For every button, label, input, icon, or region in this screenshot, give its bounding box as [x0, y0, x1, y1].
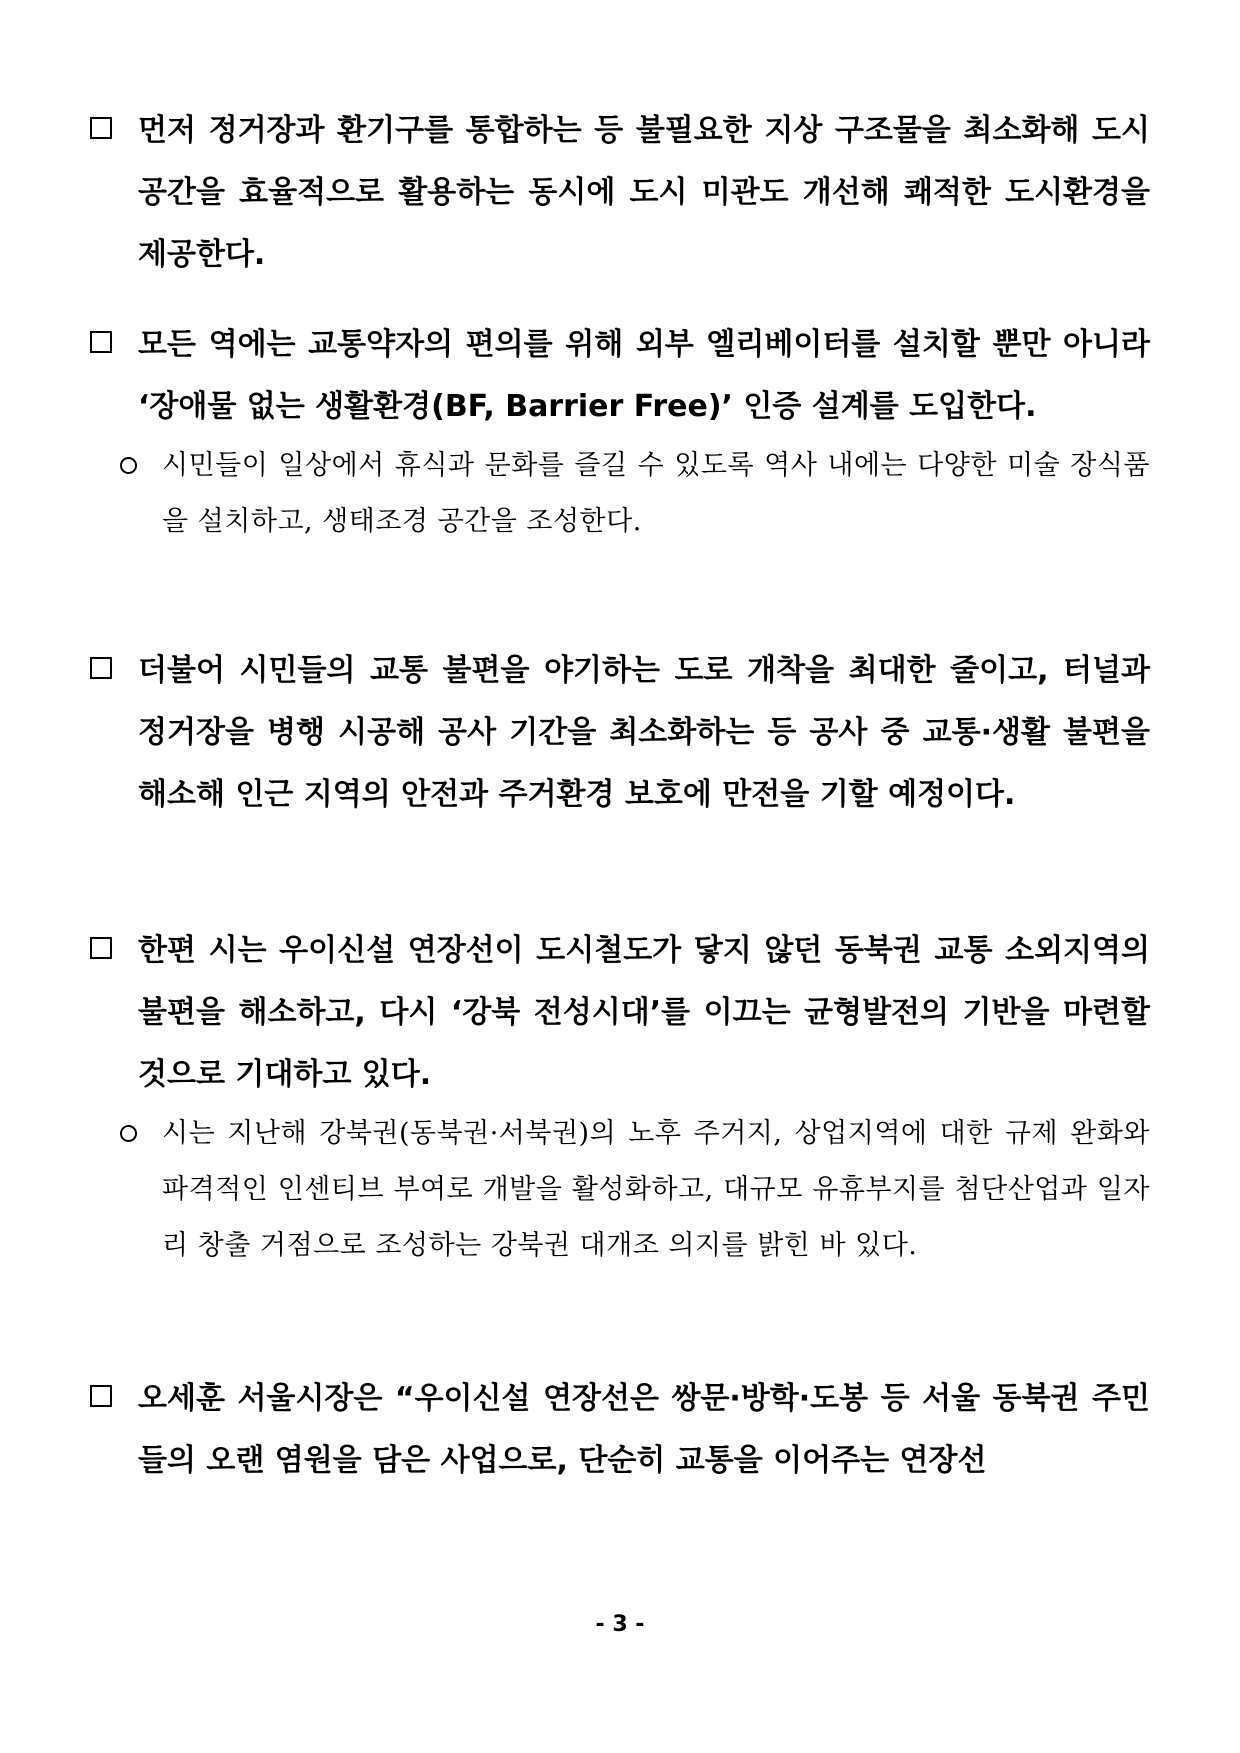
- circle-bullet-icon: [120, 457, 137, 474]
- bullet-paragraph: [90, 314, 1150, 438]
- paragraph-3: [90, 640, 1150, 826]
- bullet-paragraph: [90, 1368, 1150, 1492]
- bullet-paragraph: [90, 100, 1150, 286]
- sub-bullet-paragraph: [120, 1106, 1150, 1274]
- paragraph-5: [90, 1368, 1150, 1492]
- paragraph-text: 더불어 시민들의 교통 불편을 야기하는 도로 개착을 최대한 줄이고, 터널과 정거장을 병행 시공해 공사 기간을 최소화하는 등 공사 중 교통·생활 불편을 해소해 인근 지역의 안전과 주거환경 보호에 만전을 기할 예정이다.: [138, 653, 1150, 812]
- checkbox-square-icon: [90, 117, 112, 139]
- checkbox-square-icon: [90, 657, 112, 679]
- checkbox-square-icon: [90, 1385, 112, 1407]
- page-number: - 3 -: [595, 1612, 645, 1637]
- paragraph-text: 오세훈 서울시장은 “우이신설 연장선은 쌍문·방학·도봉 등 서울 동북권 주민들의 오랜 염원을 담은 사업으로, 단순히 교통을 이어주는 연장선: [138, 1381, 1150, 1478]
- circle-bullet-icon: [120, 1125, 137, 1142]
- paragraph-text: 한편 시는 우이신설 연장선이 도시철도가 닿지 않던 동북권 교통 소외지역의 불편을 해소하고, 다시 ‘강북 전성시대’를 이끄는 균형발전의 기반을 마련할 것으로 기대하고 있다.: [138, 933, 1150, 1092]
- sub-paragraph-text: 시는 지난해 강북권(동북권·서북권)의 노후 주거지, 상업지역에 대한 규제 완화와 파격적인 인센티브 부여로 개발을 활성화하고, 대규모 유휴부지를 첨단산업과 일자리 창출 거점으로 조성하는 강북권 대개조 의지를 밝힌 바 있다.: [162, 1118, 1150, 1261]
- paragraph-2: [90, 314, 1150, 550]
- paragraph-4: [90, 920, 1150, 1274]
- paragraph-1: [90, 100, 1150, 286]
- checkbox-square-icon: [90, 937, 112, 959]
- bullet-paragraph: [90, 640, 1150, 826]
- bullet-paragraph: [90, 920, 1150, 1106]
- checkbox-square-icon: [90, 331, 112, 353]
- paragraph-text: 모든 역에는 교통약자의 편의를 위해 외부 엘리베이터를 설치할 뿐만 아니라 ‘장애물 없는 생활환경(BF, Barrier Free)’ 인증 설계를 도입한다.: [138, 327, 1150, 424]
- sub-bullet-paragraph: [120, 438, 1150, 550]
- sub-paragraph-text: 시민들이 일상에서 휴식과 문화를 즐길 수 있도록 역사 내에는 다양한 미술 장식품을 설치하고, 생태조경 공간을 조성한다.: [162, 450, 1150, 537]
- paragraph-text: 먼저 정거장과 환기구를 통합하는 등 불필요한 지상 구조물을 최소화해 도시 공간을 효율적으로 활용하는 동시에 도시 미관도 개선해 쾌적한 도시환경을 제공한다.: [138, 113, 1150, 272]
